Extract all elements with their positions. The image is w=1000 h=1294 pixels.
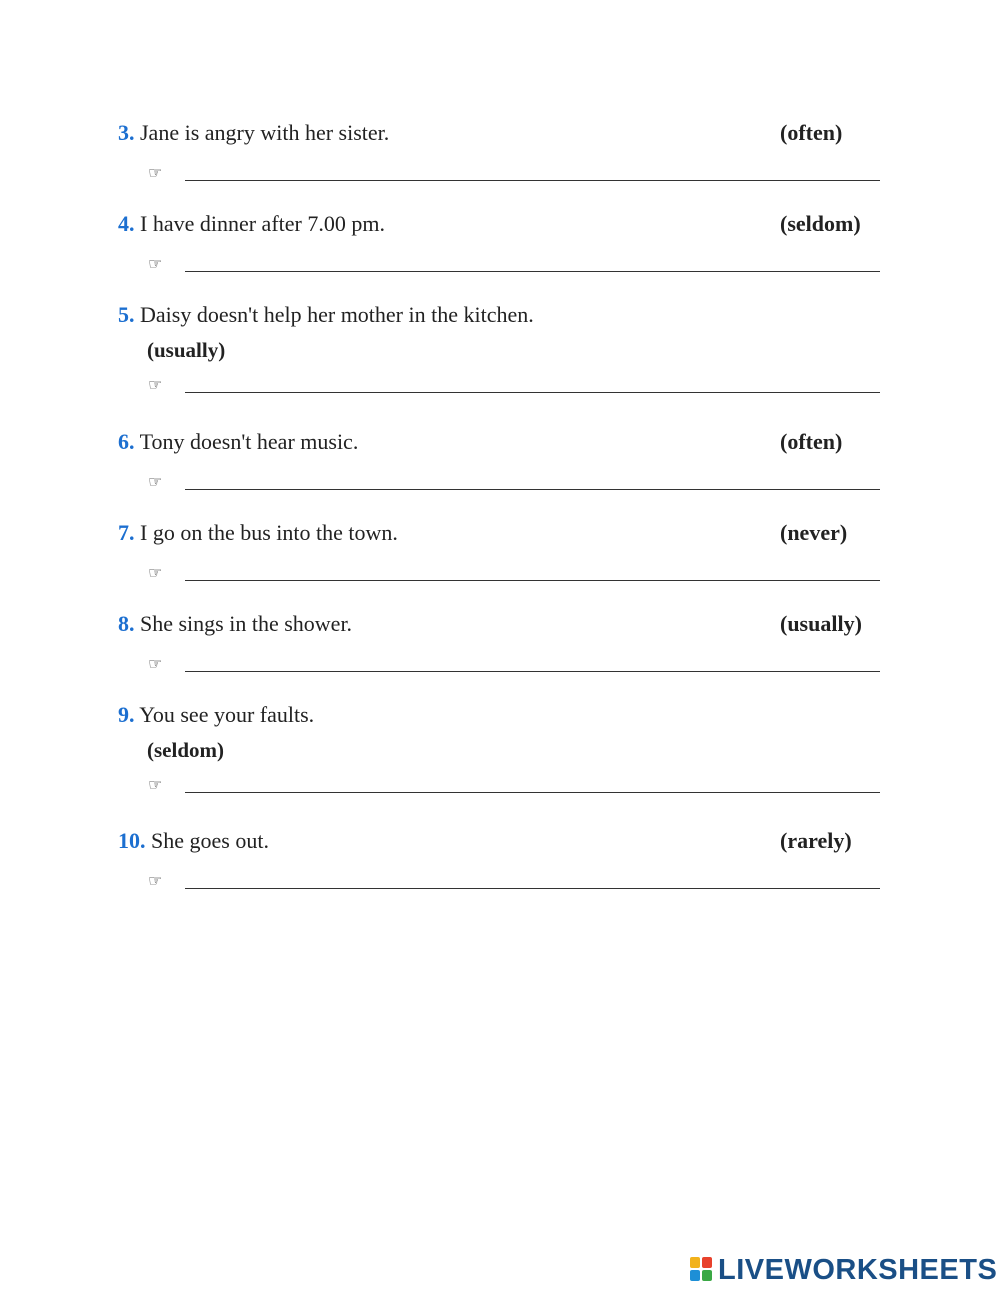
exercise-number: 7. bbox=[118, 520, 135, 545]
answer-input[interactable] bbox=[185, 248, 884, 272]
exercise-number: 8. bbox=[118, 611, 135, 636]
exercise-prompt bbox=[118, 826, 888, 856]
exercise-item bbox=[118, 209, 888, 282]
adverb-hint: (often) bbox=[780, 120, 843, 145]
answer-underline bbox=[185, 792, 880, 793]
answer-row bbox=[118, 561, 888, 591]
exercise-number: 5. bbox=[118, 302, 135, 327]
exercise-item bbox=[118, 518, 888, 591]
pointing-hand-icon: ☞ bbox=[148, 375, 163, 394]
exercise-item bbox=[118, 427, 888, 500]
answer-input[interactable] bbox=[185, 369, 884, 393]
liveworksheets-logo[interactable] bbox=[690, 1254, 997, 1286]
adverb-hint: (often) bbox=[780, 429, 843, 454]
answer-input[interactable] bbox=[185, 648, 884, 672]
exercise-item bbox=[118, 118, 888, 191]
adverb-hint: (seldom) bbox=[780, 211, 861, 236]
exercise-item bbox=[118, 700, 888, 803]
pointing-hand-icon: ☞ bbox=[148, 654, 163, 673]
liveworksheets-logo-icon bbox=[690, 1257, 714, 1283]
answer-row bbox=[118, 161, 888, 191]
exercise-sentence: She sings in the shower. bbox=[140, 611, 353, 636]
exercise-number: 6. bbox=[118, 429, 135, 454]
answer-underline bbox=[185, 489, 880, 490]
exercise-number: 10. bbox=[118, 828, 146, 853]
pointing-hand-icon: ☞ bbox=[148, 472, 163, 491]
answer-row bbox=[118, 470, 888, 500]
answer-row bbox=[118, 252, 888, 282]
answer-input[interactable] bbox=[185, 557, 884, 581]
pointing-hand-icon: ☞ bbox=[148, 775, 163, 794]
answer-row bbox=[118, 373, 888, 403]
pointing-hand-icon: ☞ bbox=[148, 563, 163, 582]
exercise-sentence: Jane is angry with her sister. bbox=[140, 120, 390, 145]
adverb-hint: (rarely) bbox=[780, 828, 852, 853]
adverb-hint: (usually) bbox=[147, 338, 226, 362]
adverb-hint: (usually) bbox=[780, 611, 862, 636]
exercise-item bbox=[118, 609, 888, 682]
exercise-number: 9. bbox=[118, 702, 135, 727]
exercise-sentence: Daisy doesn't help her mother in the kitchen. bbox=[140, 302, 534, 327]
answer-row bbox=[118, 652, 888, 682]
exercise-number: 3. bbox=[118, 120, 135, 145]
exercise-prompt bbox=[118, 118, 888, 148]
answer-underline bbox=[185, 180, 880, 181]
exercise-prompt bbox=[118, 300, 888, 330]
exercise-sentence: She goes out. bbox=[151, 828, 269, 853]
answer-underline bbox=[185, 392, 880, 393]
answer-underline bbox=[185, 271, 880, 272]
answer-input[interactable] bbox=[185, 865, 884, 889]
exercise-prompt bbox=[118, 209, 888, 239]
answer-row bbox=[118, 773, 888, 803]
exercise-prompt bbox=[118, 427, 888, 457]
pointing-hand-icon: ☞ bbox=[148, 163, 163, 182]
answer-row bbox=[118, 869, 888, 899]
answer-underline bbox=[185, 671, 880, 672]
exercise-sentence: I have dinner after 7.00 pm. bbox=[140, 211, 385, 236]
exercise-number: 4. bbox=[118, 211, 135, 236]
exercise-prompt bbox=[118, 609, 888, 639]
exercise-sentence: I go on the bus into the town. bbox=[140, 520, 398, 545]
exercise-sentence: Tony doesn't hear music. bbox=[139, 429, 359, 454]
adverb-hint: (never) bbox=[780, 520, 848, 545]
exercise-item bbox=[118, 300, 888, 403]
pointing-hand-icon: ☞ bbox=[148, 254, 163, 273]
exercise-item bbox=[118, 826, 888, 899]
answer-underline bbox=[185, 580, 880, 581]
answer-input[interactable] bbox=[185, 769, 884, 793]
exercise-prompt bbox=[118, 518, 888, 548]
adverb-hint: (seldom) bbox=[147, 738, 224, 762]
exercise-prompt bbox=[118, 700, 888, 730]
answer-input[interactable] bbox=[185, 157, 884, 181]
logo-text: LIVEWORKSHEETS bbox=[718, 1254, 998, 1286]
answer-input[interactable] bbox=[185, 466, 884, 490]
answer-underline bbox=[185, 888, 880, 889]
pointing-hand-icon: ☞ bbox=[148, 871, 163, 890]
exercise-sentence: You see your faults. bbox=[139, 702, 315, 727]
